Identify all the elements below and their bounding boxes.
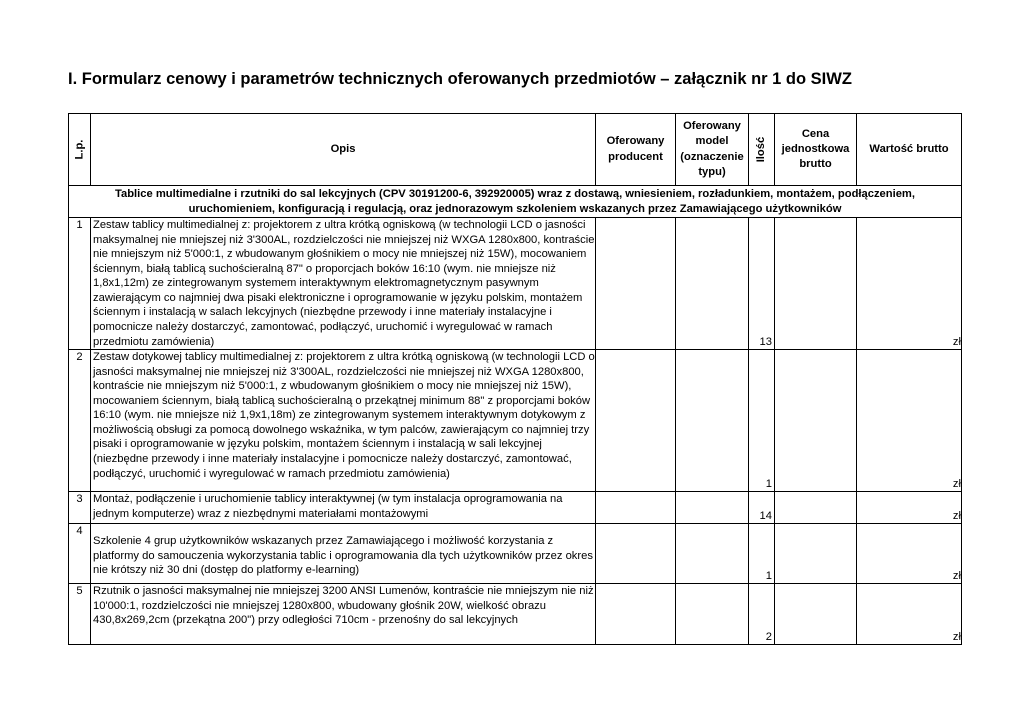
row-opis: Rzutnik o jasności maksymalnej nie mniejszej 3200 ANSI Lumenów, kontraście nie mniejszym nie niż 10'000:1, rozdzielczości nie mniejszej 1280x800, wbudowany głośnik 20W, wielkość obrazu 430,8x269,2cm (przekątna 200") przy odległości 710cm - przenośny do sal lekcyjnych (91, 584, 596, 645)
row-wartosc[interactable]: zł (857, 584, 962, 645)
table-row (69, 218, 962, 350)
page-title: I. Formularz cenowy i parametrów technicznych oferowanych przedmiotów – załącznik nr 1 do SIWZ (68, 70, 852, 88)
table-row (69, 492, 962, 524)
row-wartosc[interactable]: zł (857, 492, 962, 524)
row-producent-cell[interactable] (596, 492, 676, 524)
row-producent-cell[interactable] (596, 584, 676, 645)
row-producent-cell[interactable] (596, 350, 676, 492)
row-opis: Montaż, podłączenie i uruchomienie tablicy interaktywnej (w tym instalacja oprogramowania na jednym komputerze) wraz z niezbędnymi materiałami montażowymi (91, 492, 596, 524)
row-model-cell[interactable] (676, 218, 749, 350)
row-opis: Szkolenie 4 grup użytkowników wskazanych przez Zamawiającego i możliwość korzystania z platformy do samouczenia wykorzystania tablic i oprogramowania dla tych użytkowników przez okres nie krótszy niż 30 dni (dostęp do platformy e-learning) (91, 524, 596, 584)
row-lp: 1 (69, 218, 91, 350)
table-row (69, 350, 962, 492)
row-ilosc: 2 (749, 584, 775, 645)
price-form-table (68, 113, 962, 645)
row-lp: 4 (69, 524, 91, 584)
row-model-cell[interactable] (676, 492, 749, 524)
header-opis: Opis (91, 114, 596, 186)
section-row (69, 186, 962, 218)
row-model-cell[interactable] (676, 350, 749, 492)
row-opis: Zestaw tablicy multimedialnej z: projektorem z ultra krótką ogniskową (w technologii LCD o jasności maksymalnej nie mniejszej niż 3'300AL, rozdzielczości nie mniejszej niż WXGA 1280x800, kontraście nie mniejszym niż 5'000:1, z wbudowanym głośnikiem o mocy nie mniejszej niż 15W), mocowaniem ściennym, białą tablicą suchościeralną 87" o proporcjach boków 16:10 (wym. nie mniejsze niż 1,8x1,12m) ze zintegrowanym systemem interaktywnym elektromagnetycznym pasywnym zawierającym co najmniej dwa pisaki elektroniczne i oprogramowanie w języku polskim, montażem ściennym i instalacją w salach lekcyjnych (niezbędne przewody i inne materiały instalacyjne i pomocnicze należy dostarczyć, zamontować, podłączyć, uruchomić i wyregulować w ramach przedmiotu zamówienia) (91, 218, 596, 350)
row-wartosc[interactable]: zł (857, 524, 962, 584)
row-lp: 5 (69, 584, 91, 645)
row-producent-cell[interactable] (596, 218, 676, 350)
header-lp: L.p. (69, 114, 91, 186)
row-cena-cell[interactable] (775, 350, 857, 492)
row-ilosc: 13 (749, 218, 775, 350)
row-model-cell[interactable] (676, 524, 749, 584)
row-ilosc: 14 (749, 492, 775, 524)
row-model-cell[interactable] (676, 584, 749, 645)
row-wartosc[interactable]: zł (857, 350, 962, 492)
header-producent: Oferowany producent (596, 114, 676, 186)
row-cena-cell[interactable] (775, 584, 857, 645)
row-ilosc: 1 (749, 350, 775, 492)
header-wartosc: Wartość brutto (857, 114, 962, 186)
header-model: Oferowany model (oznaczenie typu) (676, 114, 749, 186)
row-cena-cell[interactable] (775, 524, 857, 584)
row-cena-cell[interactable] (775, 218, 857, 350)
row-opis: Zestaw dotykowej tablicy multimedialnej z: projektorem z ultra krótką ogniskową (w technologii LCD o jasności maksymalnej nie mniejszej niż 3'300AL, rozdzielczości nie mniejszej niż WXGA 1280x800, kontraście nie mniejszym niż 5'000:1, z wbudowanym głośnikiem o mocy nie mniejszej niż 15W), mocowaniem ściennym, białą tablicą suchościeralną o przekątnej minimum 88" z proporcjami boków 16:10 (wym. nie mniejsze niż 1,9x1,18m) ze zintegrowanym systemem interaktywnym dotykowym z możliwością obsługi za pomocą dowolnego wskaźnika, w tym palców, zawierającym co najmniej trzy pisaki i oprogramowanie w języku polskim, montażem ściennym i instalacją w sali lekcyjnej (niezbędne przewody i inne materiały instalacyjne i pomocnicze należy dostarczyć, zamontować, podłączyć, uruchomić i wyregulować w ramach przedmiotu zamówienia) (91, 350, 596, 492)
table-row (69, 584, 962, 645)
row-wartosc[interactable]: zł (857, 218, 962, 350)
row-lp: 3 (69, 492, 91, 524)
row-cena-cell[interactable] (775, 492, 857, 524)
row-producent-cell[interactable] (596, 524, 676, 584)
table-row (69, 524, 962, 584)
section-title: Tablice multimedialne i rzutniki do sal lekcyjnych (CPV 30191200-6, 392920005) wraz z dostawą, wniesieniem, rozładunkiem, montażem, podłączeniem, uruchomieniem, konfiguracją i regulacją, oraz jednorazowym szkoleniem wskazanych przez Zamawiającego użytkowników (69, 186, 962, 218)
row-ilosc: 1 (749, 524, 775, 584)
row-lp: 2 (69, 350, 91, 492)
header-row (69, 114, 962, 186)
header-ilosc: Ilość (749, 114, 775, 186)
header-cena: Cena jednostkowa brutto (775, 114, 857, 186)
